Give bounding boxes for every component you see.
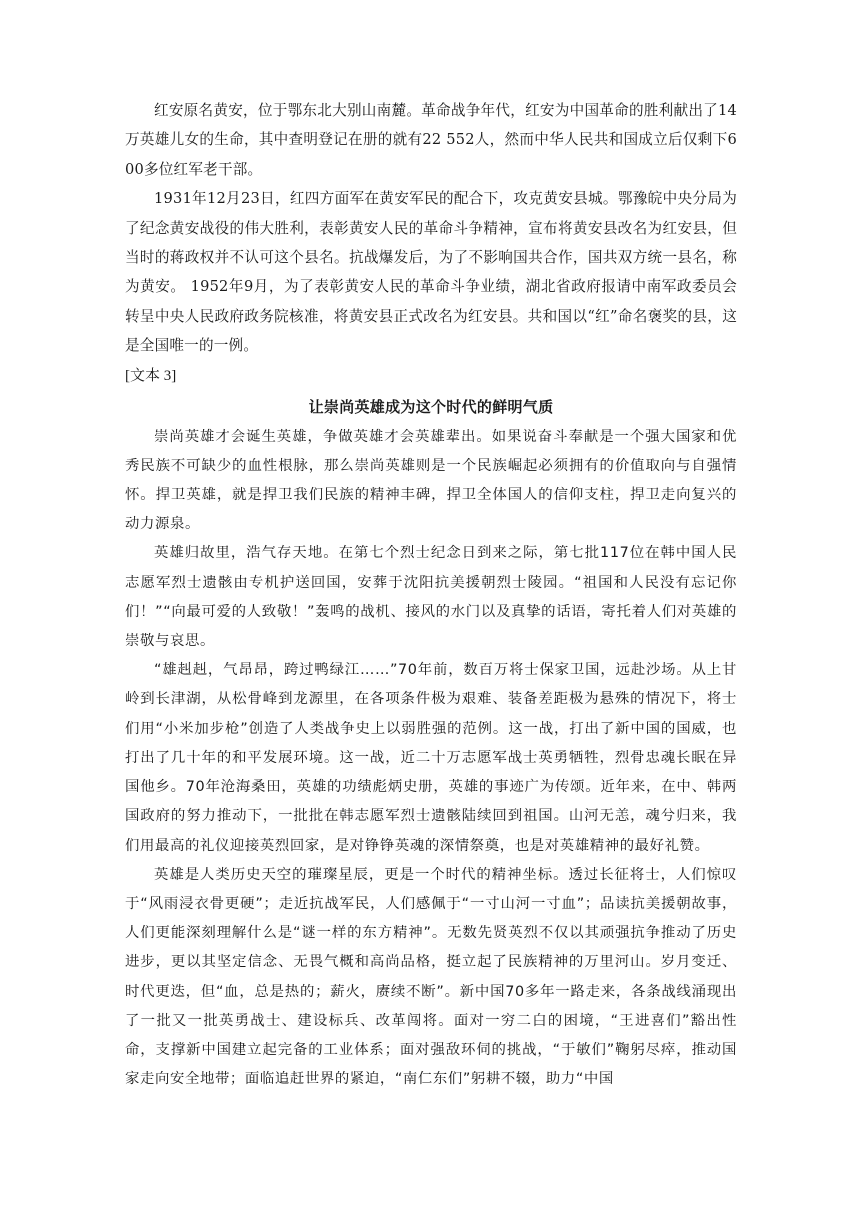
paragraph: 红安原名黄安，位于鄂东北大别山南麓。革命战争年代，红安为中国革命的胜利献出了14万英雄儿女的生命，其中查明登记在册的就有22 552人，然而中华人民共和国成立后仅剩下600多位红军老干部。 [125,102,737,178]
paragraph: 英雄是人类历史天空的璀璨星辰，更是一个时代的精神坐标。透过长征将士，人们惊叹于“风雨浸衣骨更硬”；走近抗战军民，人们感佩于“一寸山河一寸血”；品读抗美援朝故事，人们更能深刻理解什么是“谜一样的东方精神”。无数先贤英烈不仅以其顽强抗争推动了历史进步，更以其坚定信念、无畏气概和高尚品格，挺立起了民族精神的万里河山。岁月变迁、时代更迭，但“血，总是热的；薪火，赓续不断”。新中国70多年一路走来，各条战线涌现出了一批又一批英勇战士、建设标兵、改革闯将。面对一穷二白的困境，“王进喜们”豁出性命，支撑新中国建立起完备的工业体系；面对强敌环伺的挑战，“于敏们”鞠躬尽瘁，推动国家走向安全地带；面临追赶世界的紧迫，“南仁东们”躬耕不辍，助力“中国 [125,866,737,1088]
section-honghan-history [125,96,737,361]
text-label: [文本 3] [125,367,177,384]
paragraph: “雄赳赳，气昂昂，跨过鸭绿江……”70年前，数百万将士保家卫国，远赴沙场。从上甘岭到长津湖，从松骨峰到龙源里，在各项条件极为艰难、装备差距极为悬殊的情况下，将士们用“小米加步枪”创造了人类战争史上以弱胜强的范例。这一战，打出了新中国的国威，也打出了几十年的和平发展环境。这一战，近二十万志愿军战士英勇牺牲，烈骨忠魂长眠在异国他乡。70年沧海桑田，英雄的功绩彪炳史册，英雄的事迹广为传颂。近年来，在中、韩两国政府的努力推动下，一批批在韩志愿军烈士遗骸陆续回到祖国。山河无恙，魂兮归来，我们用最高的礼仪迎接英烈回家，是对铮铮英魂的深情祭奠，也是对英雄精神的最好礼赞。 [125,662,737,854]
article-body [125,423,737,1095]
paragraph: 崇尚英雄才会诞生英雄，争做英雄才会英雄辈出。如果说奋斗奉献是一个强大国家和优秀民族不可缺少的血性根脉，那么崇尚英雄则是一个民族崛起必须拥有的价值取向与自强情怀。捍卫英雄，就是捍卫我们民族的精神丰碑，捍卫全体国人的信仰支柱，捍卫走向复兴的动力源泉。 [125,428,737,533]
paragraph: 1931年12月23日，红四方面军在黄安军民的配合下，攻克黄安县城。鄂豫皖中央分局为了纪念黄安战役的伟大胜利，表彰黄安人民的革命斗争精神，宣布将黄安县改名为红安县，但当时的蒋政权并不认可这个县名。抗战爆发后，为了不影响国共合作，国共双方统一县名，称为黄安。 1952年9月，为了表彰黄安人民的革命斗争业绩，湖北省政府报请中南军政委员会转呈中央人民政府政务院核准，将黄安县正式改名为红安县。共和国以“红”命名褒奖的县，这是全国唯一的一例。 [125,190,737,355]
paragraph: 英雄归故里，浩气存天地。在第七个烈士纪念日到来之际，第七批117位在韩中国人民志愿军烈士遗骸由专机护送回国，安葬于沈阳抗美援朝烈士陵园。“祖国和人民没有忘记你们！”“向最可爱的人致敬！”轰鸣的战机、接风的水门以及真挚的话语，寄托着人们对英雄的崇敬与哀思。 [125,545,737,650]
document-page [125,96,737,1094]
article-title: 让崇尚英雄成为这个时代的鲜明气质 [308,397,554,416]
